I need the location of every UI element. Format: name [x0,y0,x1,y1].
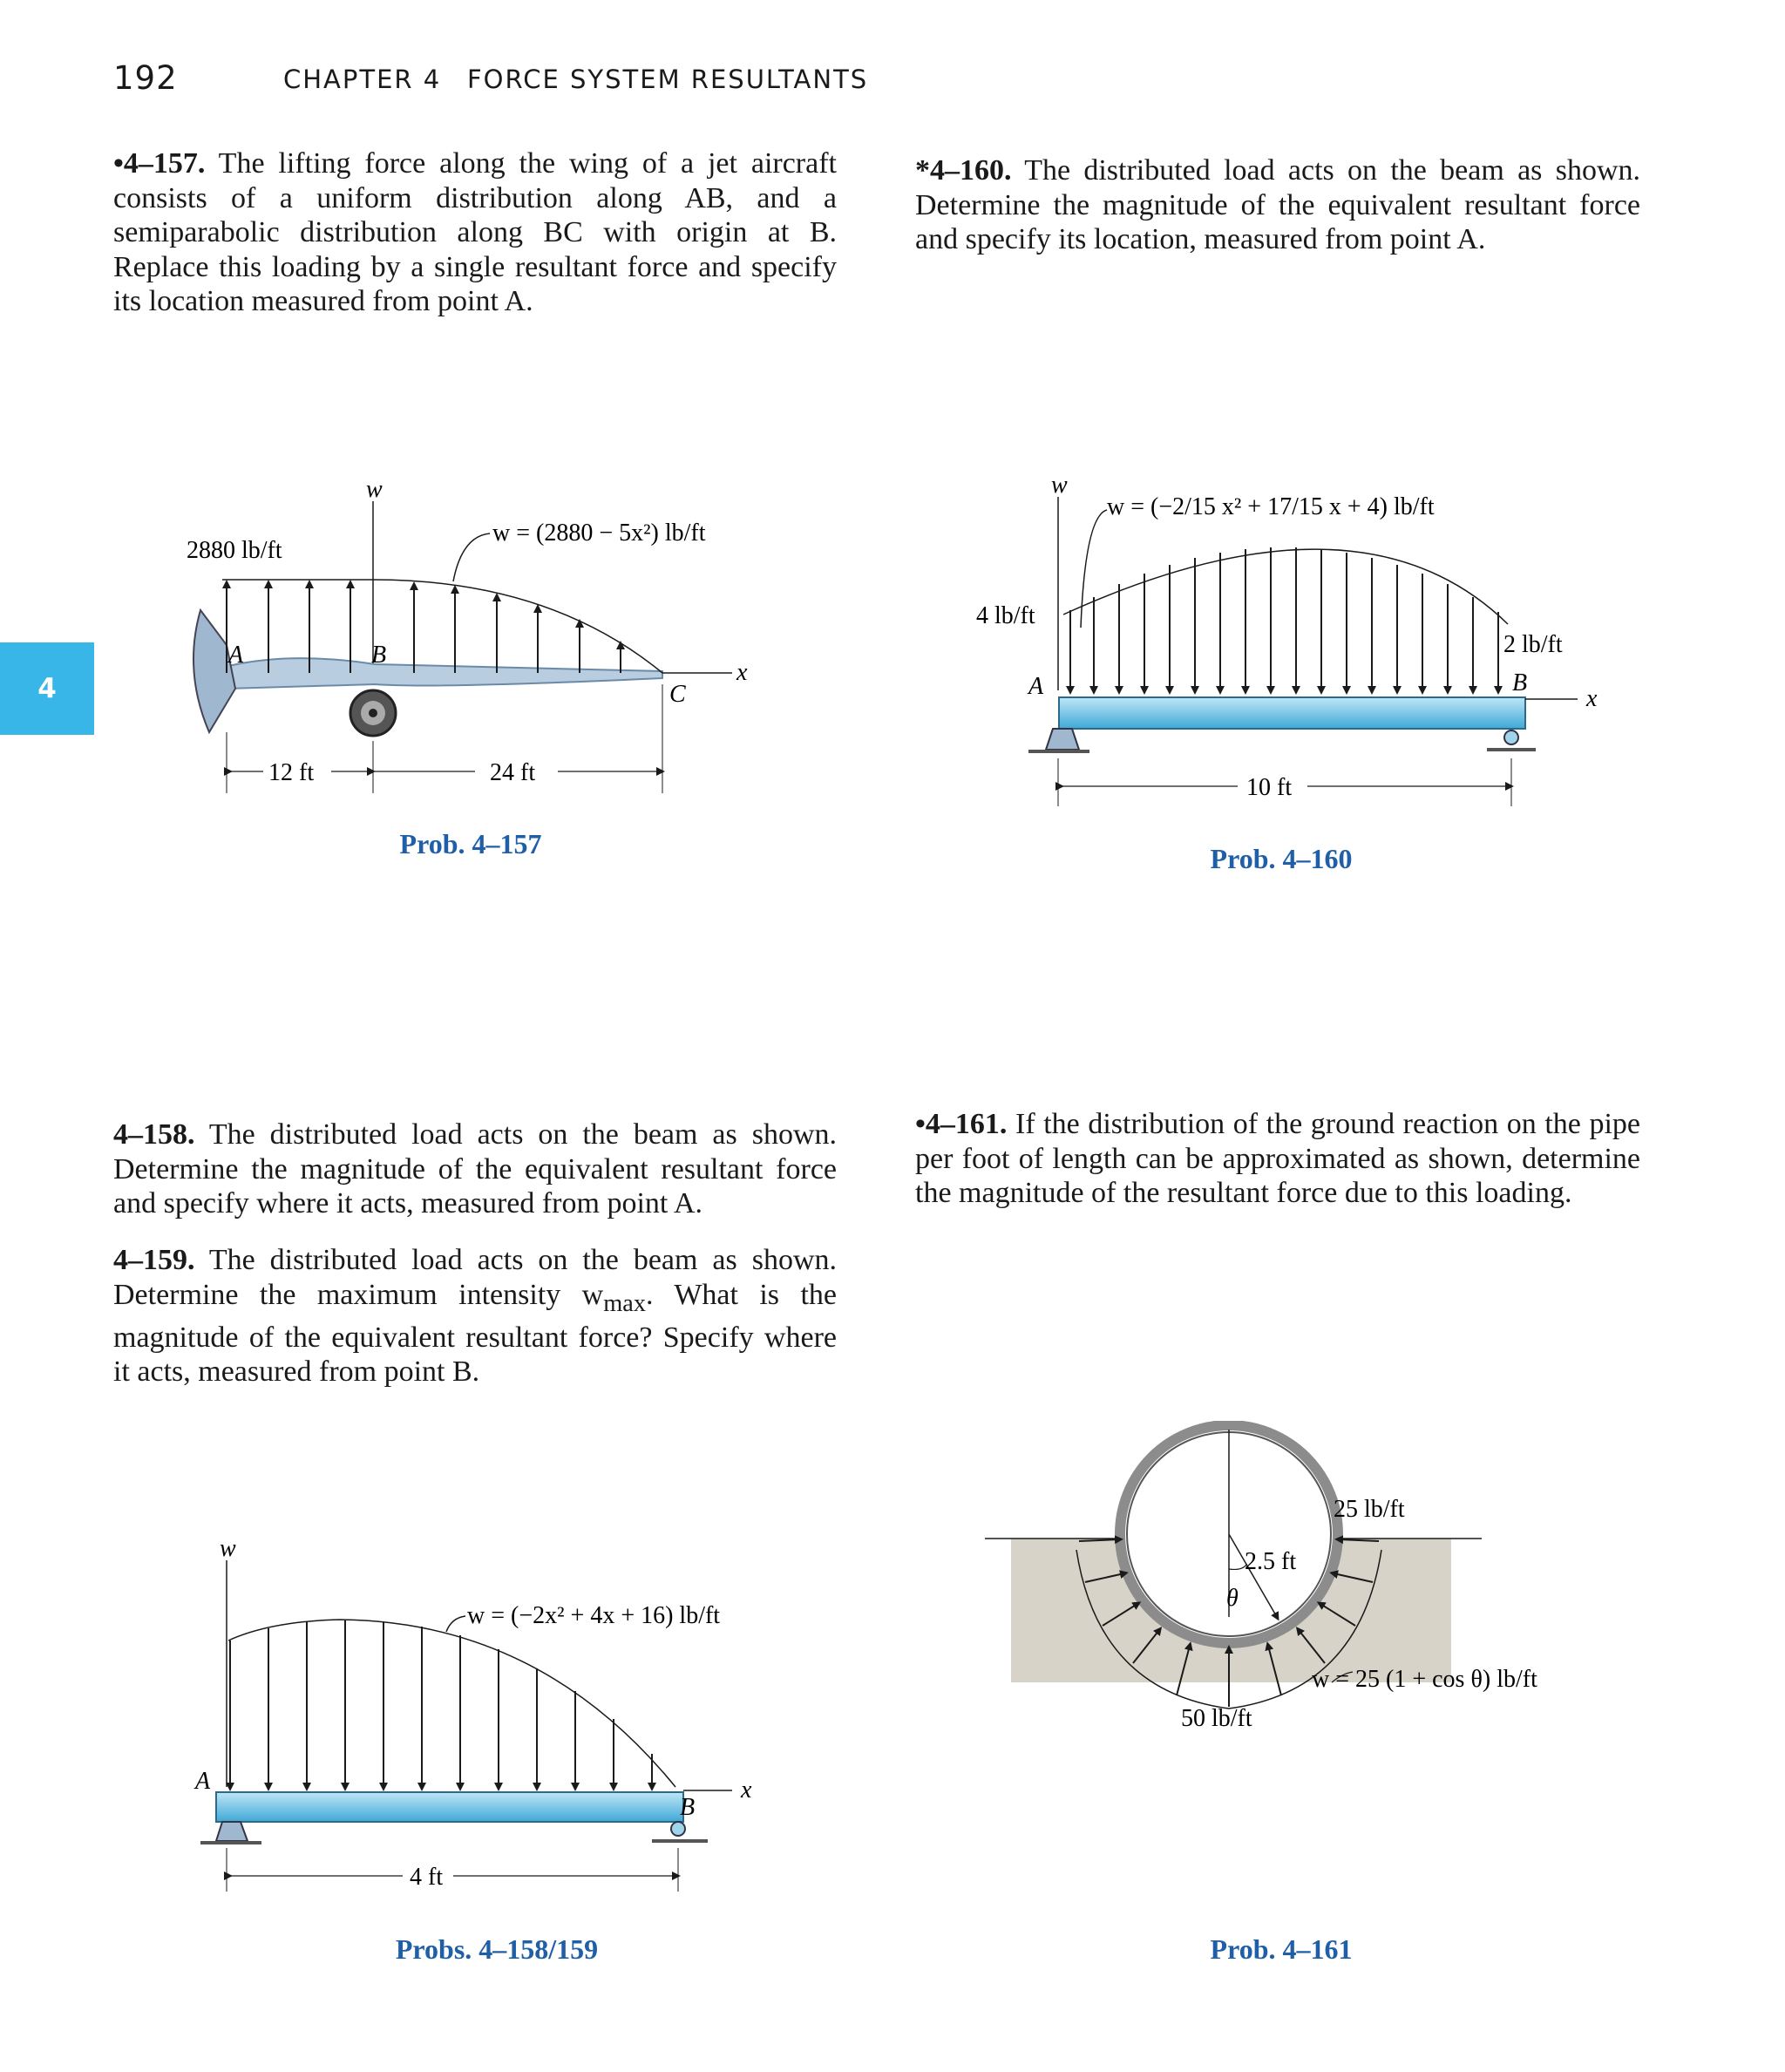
chapter-label: CHAPTER 4 [283,65,442,94]
problem-text-end: . What is the magnitude of the equivalent resultant force? Specify where it acts, measured from point B. [113,1278,837,1389]
problem-4-160 [915,153,1640,257]
problem-text: The distributed load acts on the beam as shown. Determine the maximum intensity w [113,1244,837,1311]
figure-4-161 [976,1421,1656,1770]
chapter-title: FORCE SYSTEM RESULTANTS [467,65,869,94]
dimension-4ft: 4 ft [410,1864,444,1891]
load-label: 2880 lb/ft [187,537,282,564]
problem-number: 4–158. [113,1118,195,1151]
point-b: B [1512,669,1528,696]
problem-4-157 [113,146,837,319]
bottom-load-label: 50 lb/ft [1181,1705,1252,1732]
figure-caption-4-158-159: Probs. 4–158/159 [395,1933,599,1965]
angle-label: θ [1226,1585,1239,1612]
w-axis-label: w [1051,472,1068,499]
wing-shape [209,658,662,689]
problem-number: •4–161. [915,1108,1008,1140]
problem-4-158 [113,1118,837,1221]
load-curve [1063,549,1508,624]
page-number: 192 [113,59,178,97]
beam [1059,697,1525,729]
w-axis-label: w [366,476,383,503]
figure-4-158-159 [174,1534,837,1900]
problem-number: *4–160. [915,154,1012,187]
dimension-10ft: 10 ft [1246,774,1293,801]
problem-text: The distributed load acts on the beam as shown. Determine the magnitude of the equivalent resultant force and specify its location, measured from point A. [915,154,1640,255]
load-equation: w = 25 (1 + cos θ) lb/ft [1312,1666,1537,1693]
figure-caption-4-160: Prob. 4–160 [1210,843,1353,874]
point-c: C [669,681,686,708]
problem-text: If the distribution of the ground reaction on the pipe per foot of length can be approximated as shown, determine the magnitude of the resultant force due to this loading. [915,1108,1640,1209]
fuselage-shape [193,610,235,732]
pin-support [216,1822,248,1841]
pin-support [1046,729,1079,750]
x-axis-label: x [736,659,748,686]
page-header [0,54,1785,106]
load-curve [373,580,662,673]
figure-caption-4-157: Prob. 4–157 [399,828,542,859]
radius-label: 2.5 ft [1245,1548,1297,1575]
figure-caption-4-161: Prob. 4–161 [1210,1933,1353,1965]
x-axis-label: x [1586,685,1598,712]
load-equation: w = (−2x² + 4x + 16) lb/ft [467,1602,721,1629]
point-b: B [680,1794,696,1821]
dimension-24ft: 24 ft [490,759,536,786]
left-load-label: 4 lb/ft [976,602,1035,629]
figure-4-160 [967,462,1656,828]
problem-4-161 [915,1107,1640,1211]
problem-number: •4–157. [113,147,206,180]
problem-number: 4–159. [113,1244,195,1276]
point-b: B [371,642,387,669]
load-arrows [230,1620,652,1787]
problem-text: The distributed load acts on the beam as shown. Determine the magnitude of the equivalent resultant force and specify where it acts, measured from point A. [113,1118,837,1219]
load-arrows [1070,547,1498,690]
point-a: A [228,642,244,669]
point-a: A [195,1768,211,1795]
x-axis-label: x [741,1776,752,1804]
load-equation: w = (2880 − 5x²) lb/ft [492,520,706,547]
point-a: A [1028,673,1044,700]
w-axis-label: w [220,1535,236,1562]
dimension-12ft: 12 ft [268,759,315,786]
load-equation: w = (−2/15 x² + 17/15 x + 4) lb/ft [1107,493,1435,520]
load-curve [228,1620,675,1787]
top-load-label: 25 lb/ft [1334,1496,1405,1523]
right-load-label: 2 lb/ft [1503,631,1563,658]
roller-support [671,1822,685,1836]
problem-text: The lifting force along the wing of a jet aircraft consists of a uniform distribution along AB, and a semiparabolic distribution along BC with origin at B. Replace this loading by a single resultant force and specify its location measured from point A. [113,147,837,317]
problem-4-159 [113,1243,837,1389]
beam [216,1792,683,1822]
roller-support [1504,730,1518,744]
problem-text-sub: max [603,1289,647,1317]
figure-4-157 [174,471,837,819]
chapter-tab[interactable]: 4 [0,642,94,735]
